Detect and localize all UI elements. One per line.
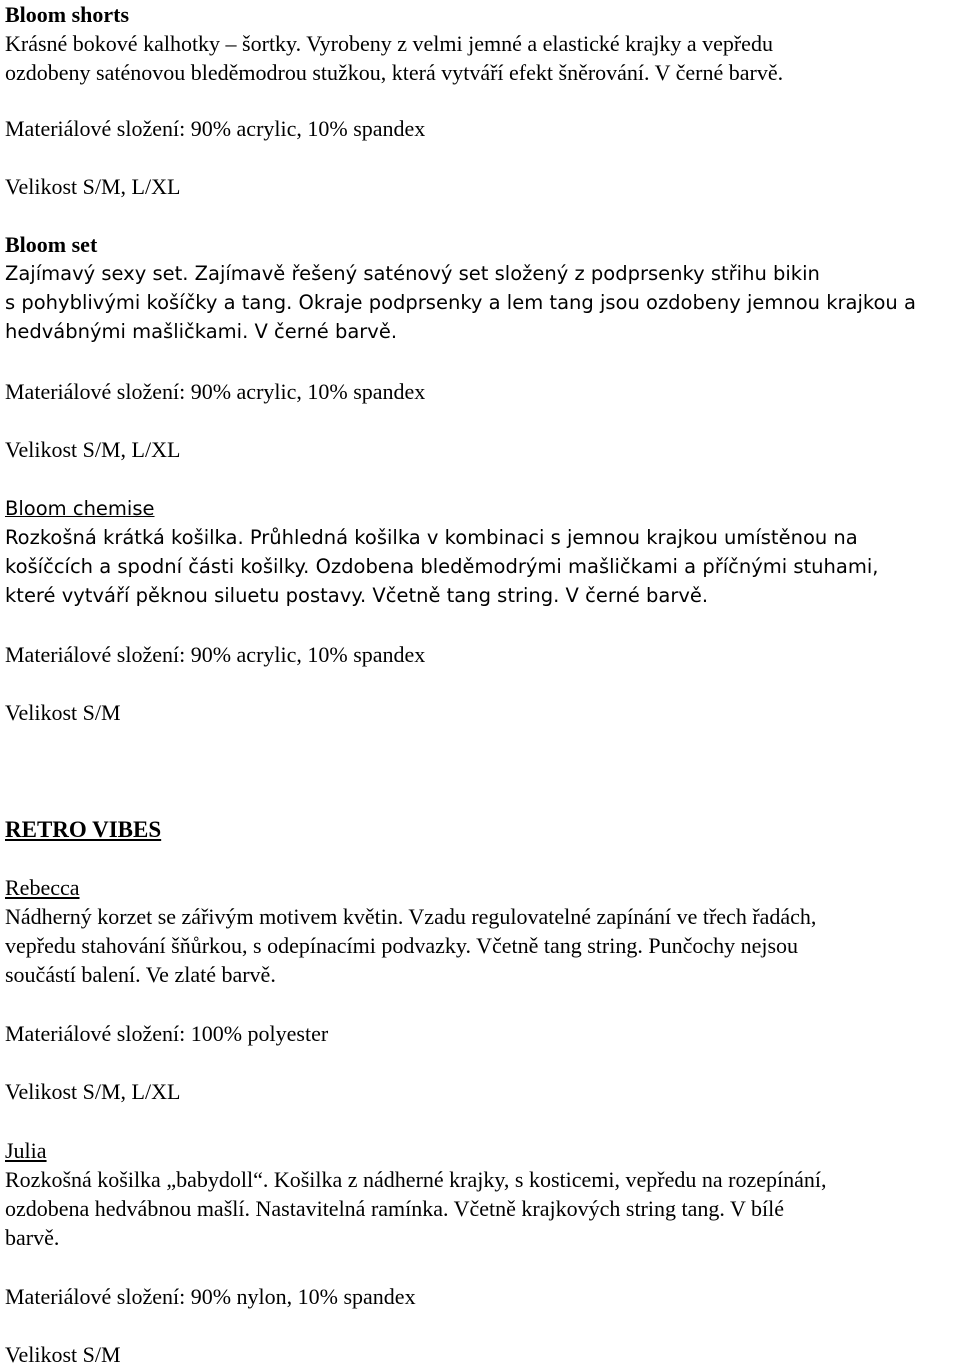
- material-text: Materiálové složení: 90% acrylic, 10% spandex: [5, 379, 426, 404]
- size-text: Velikost S/M: [5, 700, 121, 725]
- product-desc-line: ozdobena hedvábnou mašlí. Nastavitelná ramínka. Včetně krajkových string tang. V bílé: [5, 1196, 784, 1221]
- product-size: [5, 172, 960, 201]
- section-title: RETRO VIBES: [5, 817, 162, 842]
- product-title: Bloom set: [5, 232, 98, 257]
- size-text: Velikost S/M, L/XL: [5, 1079, 181, 1104]
- product-title: Bloom chemise: [5, 497, 155, 520]
- product-desc-line: barvě.: [5, 1225, 60, 1250]
- product-desc-line: Zajímavý sexy set. Zajímavě řešený saténový set složený z podprsenky střihu bikin: [5, 262, 820, 285]
- product-rebecca: [5, 873, 960, 989]
- product-desc-line: košíčcích a spodní části košilky. Ozdobena bleděmodrými mašličkami a příčnými stuhami,: [5, 555, 879, 578]
- product-material: [5, 1282, 960, 1311]
- product-title: Bloom shorts: [5, 2, 130, 27]
- product-material: [5, 114, 960, 143]
- product-material: [5, 377, 960, 406]
- product-size: [5, 1077, 960, 1106]
- product-desc-line: součástí balení. Ve zlaté barvě.: [5, 962, 276, 987]
- material-text: Materiálové složení: 90% acrylic, 10% spandex: [5, 116, 426, 141]
- product-title: Julia: [5, 1138, 47, 1163]
- material-text: Materiálové složení: 90% nylon, 10% spandex: [5, 1284, 416, 1309]
- product-material: [5, 640, 960, 669]
- product-bloom-chemise: [5, 494, 960, 610]
- material-text: Materiálové složení: 90% acrylic, 10% spandex: [5, 642, 426, 667]
- product-desc-line: Rozkošná krátká košilka. Průhledná košilka v kombinaci s jemnou krajkou umístěnou na: [5, 526, 858, 549]
- product-bloom-shorts: [5, 0, 960, 87]
- product-desc-line: Nádherný korzet se zářivým motivem květin. Vzadu regulovatelné zapínání ve třech řadách,: [5, 904, 817, 929]
- product-size: [5, 1340, 960, 1369]
- size-text: Velikost S/M, L/XL: [5, 437, 181, 462]
- product-desc-line: které vytváří pěknou siluetu postavy. Včetně tang string. V černé barvě.: [5, 584, 709, 607]
- size-text: Velikost S/M, L/XL: [5, 174, 181, 199]
- product-title: Rebecca: [5, 875, 80, 900]
- product-desc-line: ozdobeny saténovou bleděmodrou stužkou, která vytváří efekt šněrování. V černé barvě.: [5, 60, 784, 85]
- product-size: [5, 698, 960, 727]
- section-heading: [5, 815, 960, 844]
- product-desc-line: s pohyblivými košíčky a tang. Okraje podprsenky a lem tang jsou ozdobeny jemnou krajkou a: [5, 291, 916, 314]
- product-desc-line: vepředu stahování šňůrkou, s odepínacími podvazky. Včetně tang string. Punčochy nejsou: [5, 933, 799, 958]
- product-desc-line: hedvábnými mašličkami. V černé barvě.: [5, 320, 398, 343]
- product-size: [5, 435, 960, 464]
- product-material: [5, 1019, 960, 1048]
- product-desc-line: Krásné bokové kalhotky – šortky. Vyrobeny z velmi jemné a elastické krajky a vepředu: [5, 31, 773, 56]
- size-text: Velikost S/M: [5, 1342, 121, 1367]
- material-text: Materiálové složení: 100% polyester: [5, 1021, 329, 1046]
- product-desc-line: Rozkošná košilka „babydoll“. Košilka z nádherné krajky, s kosticemi, vepředu na rozepínání,: [5, 1167, 827, 1192]
- product-bloom-set: [5, 230, 960, 346]
- product-julia: [5, 1136, 960, 1252]
